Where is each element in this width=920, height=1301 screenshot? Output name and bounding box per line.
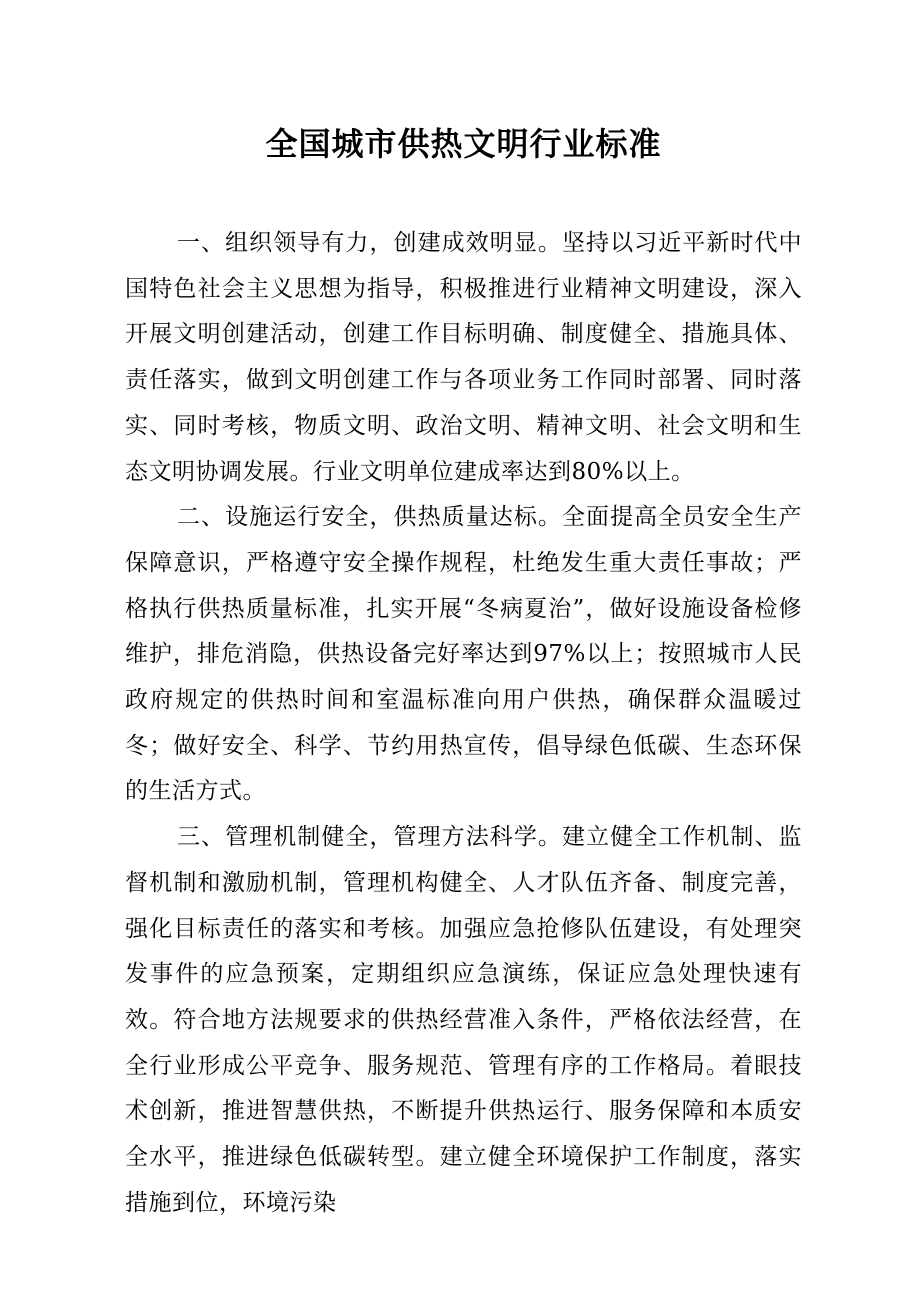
- document-title: 全国城市供热文明行业标准: [265, 125, 662, 163]
- document-body: [125, 221, 802, 1226]
- paragraph-1: 一、组织领导有力，创建成效明显。坚持以习近平新时代中国特色社会主义思想为指导，积极推进行业精神文明建设，深入开展文明创建活动，创建工作目标明确、制度健全、措施具体、责任落实，做到文明创建工作与各项业务工作同时部署、同时落实、同时考核，物质文明、政治文明、精神文明、社会文明和生态文明协调发展。行业文明单位建成率达到80%以上。: [125, 230, 802, 485]
- paragraph-2: 二、设施运行安全，供热质量达标。全面提高全员安全生产保障意识，严格遵守安全操作规程，杜绝发生重大责任事故；严格执行供热质量标准，扎实开展“冬病夏治”，做好设施设备检修维护，排危消隐，供热设备完好率达到97%以上；按照城市人民政府规定的供热时间和室温标准向用户供热，确保群众温暖过冬；做好安全、科学、节约用热宣传，倡导绿色低碳、生态环保的生活方式。: [125, 504, 802, 805]
- paragraph-3: 三、管理机制健全，管理方法科学。建立健全工作机制、监督机制和激励机制，管理机构健全、人才队伍齐备、制度完善，强化目标责任的落实和考核。加强应急抢修队伍建设，有处理突发事件的应急预案，定期组织应急演练，保证应急处理快速有效。符合地方法规要求的供热经营准入条件，严格依法经营，在全行业形成公平竞争、服务规范、管理有序的工作格局。着眼技术创新，推进智慧供热，不断提升供热运行、服务保障和本质安全水平，推进绿色低碳转型。建立健全环境保护工作制度，落实措施到位，环境污染: [125, 824, 802, 1216]
